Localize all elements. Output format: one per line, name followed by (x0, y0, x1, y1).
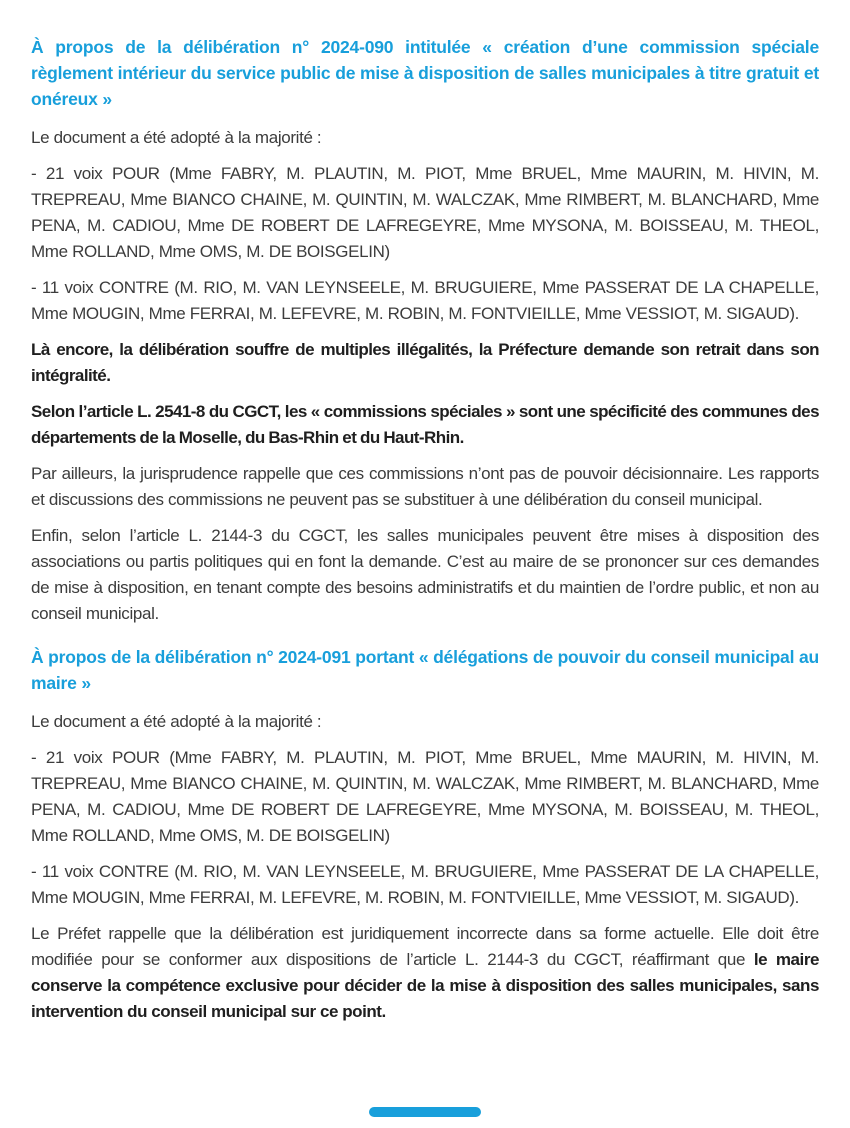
jurisprudence-paragraph: Par ailleurs, la jurisprudence rappelle que ces commissions n’ont pas de pouvoir décisionnaire. Les rapports et discussions des commissions ne peuvent pas se substituer à une délibération du conseil municipal. (31, 464, 819, 509)
contre-votes-paragraph-2: - 11 voix CONTRE (M. RIO, M. VAN LEYNSEELE, M. BRUGUIERE, Mme PASSERAT DE LA CHAPELLE, Mme MOUGIN, Mme FERRAI, M. LEFEVRE, M. ROBIN, M. FONTVIEILLE, Mme VESSIOT, M. SIGAUD). (31, 862, 819, 907)
prefet-conclusion-bold-text: le maire conserve la compétence exclusive pour décider de la mise à disposition des salles municipales, sans intervention du conseil municipal sur ce point. (31, 950, 819, 1021)
prefet-conclusion-paragraph (31, 921, 819, 1025)
illegalites-retrait-paragraph: Là encore, la délibération souffre de multiples illégalités, la Préfecture demande son retrait dans son intégralité. (31, 340, 819, 385)
pour-votes-paragraph-1: - 21 voix POUR (Mme FABRY, M. PLAUTIN, M. PIOT, Mme BRUEL, Mme MAURIN, M. HIVIN, M. TREPREAU, Mme BIANCO CHAINE, M. QUINTIN, M. WALCZAK, Mme RIMBERT, M. BLANCHARD, Mme PENA, M. CADIOU, Mme DE ROBERT DE LAFREGEYRE, Mme MYSONA, M. BOISSEAU, M. THEOL, Mme ROLLAND, Mme OMS, M. DE BOISGELIN) (31, 164, 819, 261)
footer-accent-bar (369, 1107, 481, 1117)
article-2541-8-paragraph: Selon l’article L. 2541-8 du CGCT, les « commissions spéciales » sont une spécificité des communes des départements de la Moselle, du Bas-Rhin et du Haut-Rhin. (31, 402, 819, 447)
article-2144-3-paragraph: Enfin, selon l’article L. 2144-3 du CGCT, les salles municipales peuvent être mises à disposition des associations ou partis politiques qui en font la demande. C’est au maire de se prononcer sur ces demandes de mise à disposition, en tenant compte des besoins administratifs et du maintien de l’ordre public, et non au conseil municipal. (31, 526, 819, 623)
pour-votes-paragraph-2: - 21 voix POUR (Mme FABRY, M. PLAUTIN, M. PIOT, Mme BRUEL, Mme MAURIN, M. HIVIN, M. TREPREAU, Mme BIANCO CHAINE, M. QUINTIN, M. WALCZAK, Mme RIMBERT, M. BLANCHARD, Mme PENA, M. CADIOU, Mme DE ROBERT DE LAFREGEYRE, Mme MYSONA, M. BOISSEAU, M. THEOL, Mme ROLLAND, Mme OMS, M. DE BOISGELIN) (31, 748, 819, 845)
deliberation-2024-091-heading: À propos de la délibération n° 2024-091 portant « délégations de pouvoir du conseil municipal au maire » (31, 647, 819, 693)
adopted-majority-line-1: Le document a été adopté à la majorité : (31, 128, 322, 147)
contre-votes-paragraph-1: - 11 voix CONTRE (M. RIO, M. VAN LEYNSEELE, M. BRUGUIERE, Mme PASSERAT DE LA CHAPELLE, Mme MOUGIN, Mme FERRAI, M. LEFEVRE, M. ROBIN, M. FONTVIEILLE, Mme VESSIOT, M. SIGAUD). (31, 278, 819, 323)
prefet-conclusion-normal-text: Le Préfet rappelle que la délibération est juridiquement incorrecte dans sa forme actuelle. Elle doit être modifiée pour se conformer aux dispositions de l’article L. 2144-3 du CGCT, réaffirmant que (31, 924, 819, 969)
adopted-majority-line-2: Le document a été adopté à la majorité : (31, 712, 322, 731)
deliberation-2024-090-heading: À propos de la délibération n° 2024-090 intitulée « création d’une commission spéciale règlement intérieur du service public de mise à disposition de salles municipales à titre gratuit et onéreux » (31, 37, 819, 109)
